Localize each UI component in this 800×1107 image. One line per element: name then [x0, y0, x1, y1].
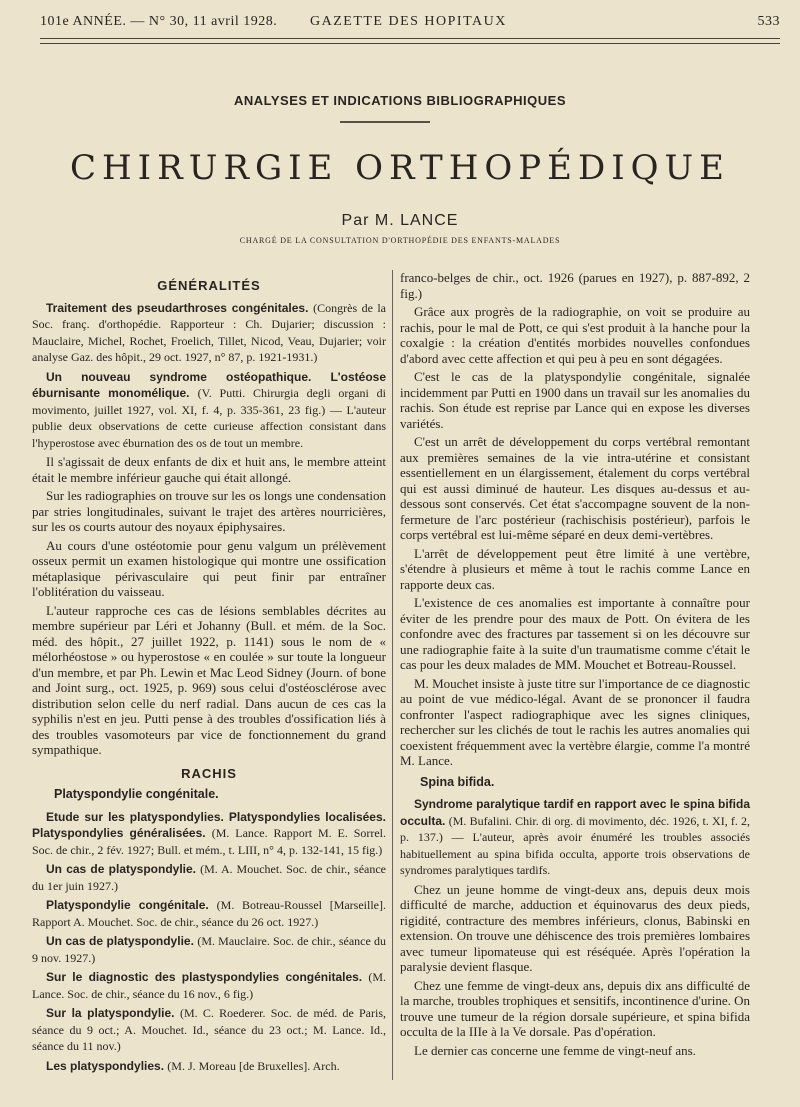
journal-name: GAZETTE DES HOPITAUX	[310, 14, 507, 29]
page-number: 533	[757, 14, 780, 29]
paragraph: Au cours d'une ostéotomie pour genu valgum un prélèvement osseux permit un examen histologique qui montre une ossification métaplasique périvasculaire qui peut finir par entraîner l'oblitération du vaisseau.	[32, 537, 386, 599]
page-title: CHIRURGIE ORTHOPÉDIQUE	[70, 148, 730, 188]
right-column	[400, 270, 750, 1061]
paragraph: M. Mouchet insiste à juste titre sur l'importance de ce diagnostic au point de vue médico-légal. Avant de se prononcer il faudra confronter l'aspect radiographique avec les signes cliniques, rechercher sur les clichés de tout le rachis les autres anomalies qui coexistent fréquemment avec la vertèbre élargie, comme l'a montré M. Lance.	[400, 675, 750, 768]
issue-info: 101e ANNÉE. — N° 30, 11 avril 1928.	[40, 14, 278, 29]
entry: Un cas de platyspondylie. (M. Mauclaire. Soc. de chir., séance du 9 nov. 1927.)	[32, 934, 387, 965]
continuation-text: franco-belges de chir., oct. 1926 (parues en 1927), p. 887-892, 2 fig.)	[400, 270, 750, 301]
paragraph: C'est un arrêt de développement du corps vertébral remontant aux premières semaines de la vie intra-utérine et consistant essentiellement en un élargissement, étalement du corps vertébral qui est aussi diminué de hauteur. Les disques au-dessus et au-dessous sont conservés. Cet état s'accompagne souvent de la non-fermeture de l'arc postérieur (rachischisis postérieur), parfois le corps vertébral est lui-même séparé en deux demi-vertèbres.	[400, 434, 750, 542]
entry: Platyspondylie congénitale. (M. Botreau-Roussel [Marseille]. Rapport A. Mouchet. Soc. de chir., séance du 26 oct. 1927.)	[32, 898, 386, 929]
left-column	[32, 270, 386, 1077]
entry: Un cas de platyspondylie. (M. A. Mouchet. Soc. de chir., séance du 1er juin 1927.)	[32, 862, 386, 893]
ornament-rule	[340, 121, 430, 123]
paragraph: L'auteur rapproche ces cas de lésions semblables décrites au membre supérieur par Léri et Johanny (Bull. et mém. de la Soc. méd. des hôpit., 27 juillet 1922, p. 1141) sous le nom de « mélorhéostose » ou hyperostose « en coulée » sur toute la longueur d'un membre, et par Ph. Lewin et Mac Leod Sidney (Journ. of bone and Joint surg., oct. 1925, p. 969) sous celui d'ostéosclérose avec distribution selon celle du nerf radial. Dans aucun de ces cas la syphilis n'est en jeu. Putti pense à des troubles d'ossification liés à des troubles vasomoteurs par vice de fonctionnement du grand sympathique.	[32, 602, 386, 757]
paragraph: Il s'agissait de deux enfants de dix et huit ans, le membre atteint était le membre inférieur gauche qui était allongé.	[32, 454, 386, 485]
paragraph: L'arrêt de développement peut être limité à une vertèbre, s'étendre à plusieurs et même à tout le rachis comme Lance en rapporte deux cas.	[400, 545, 750, 592]
paragraph: C'est le cas de la platyspondylie congénitale, signalée incidemment par Putti en 1900 dans un travail sur les anomalies du rachis. Son étude est reprise par Lance qui en expose les diverses variétés.	[400, 369, 750, 431]
heading-generalites: GÉNÉRALITÉS	[157, 278, 261, 293]
paragraph: L'existence de ces anomalies est importante à connaître pour éviter de les prendre pour des maux de Pott. On évitera de les confondre avec des fractures par tassement si on les découvre sur une radiographie faite à la suite d'un traumatisme comme c'était le cas pour les deux malades de MM. Mouchet et Botreau-Roussel.	[400, 595, 750, 672]
heading-rachis: RACHIS	[181, 765, 237, 781]
entry: Sur la platyspondylie. (M. C. Roederer. Soc. de méd. de Paris, séance du 9 oct.; A. Mouchet. Id., séance du 23 oct.; M. Lance. Id., séance du 11 nov.)	[32, 1006, 387, 1053]
subheading-spina-bifida: Spina bifida.	[420, 774, 495, 789]
author-affiliation: CHARGÉ DE LA CONSULTATION D'ORTHOPÉDIE DES ENFANTS-MALADES	[239, 236, 561, 245]
column-divider	[392, 270, 393, 1080]
paragraph: Chez un jeune homme de vingt-deux ans, depuis deux mois difficulté de marche, adduction et équinovarus des deux pieds, rigidité, contracture des membres inférieurs, clonus, Babinski en extension. On trouve une déhiscence des trois premières lombaires avec tumeur lipomateuse qui est réséquée. Après l'opération la paralysie devient flasque.	[400, 881, 750, 974]
masthead	[40, 14, 780, 36]
entry: Un nouveau syndrome ostéopathique. L'ostéose éburnisante monomélique. (V. Putti. Chirurgia degli organi di movimento, juillet 1927, vol. XI, f. 4, p. 335-361, 23 fig.) — L'auteur publie deux observations de cette curieuse affection consistant dans l'hyperostose avec éburnation des os de tout un membre.	[32, 369, 386, 450]
entry: Traitement des pseudarthroses congénitales. (Congrès de la Soc. franç. d'orthopédie. Rapporteur : Ch. Dujarier; discussion : Mauclaire, Michel, Rochet, Froelich, Tillet, Nicod, Veau, Dujarier; voir analyse Gaz. des hôpit., 29 oct. 1927, n° 87, p. 1921-1931.)	[32, 300, 386, 364]
paragraph: Sur les radiographies on trouve sur les os longs une condensation par stries longitudinales, suivant le trajet des artères nourricières, sur les os courts autour des noyaux épiphysaires.	[32, 488, 386, 534]
entry: Syndrome paralytique tardif en rapport avec le spina bifida occulta. (M. Bufalini. Chir. di org. di movimento, déc. 1926, t. XI, f. 2, p. 137.) — L'auteur, après avoir énuméré les troubles associés habituellement au spina bifida occulta, apporte trois observations de syndromes paralytiques tardifs.	[400, 797, 751, 877]
entry: Les platyspondylies. (M. J. Moreau [de Bruxelles]. Arch.	[46, 1058, 340, 1073]
masthead-rule-thin	[40, 43, 780, 44]
subheading-platyspondylie: Platyspondylie congénitale.	[54, 787, 219, 801]
entry: Sur le diagnostic des plastyspondylies congénitales. (M. Lance. Soc. de chir., séance du 16 nov., 6 fig.)	[32, 970, 387, 1001]
paragraph: Grâce aux progrès de la radiographie, on voit se produire au rachis, pour le mal de Pott, ce qui s'est produit à la hanche pour la coxalgie : la création d'entités morbides nouvelles confondues d'abord avec cette affection et qui peu à peu en sont dégagées.	[400, 304, 750, 366]
paragraph: Chez une femme de vingt-deux ans, depuis dix ans difficulté de la marche, troubles trophiques et sensitifs, incontinence d'urine. On trouve une tumeur de la région dorsale supérieure, et spina bifida occulta de la IIIe à la Ve dorsale. Pas d'opération.	[400, 977, 750, 1039]
masthead-rule	[40, 38, 780, 39]
author-byline: Par M. LANCE	[341, 212, 459, 229]
entry: Etude sur les platyspondylies. Platyspondylies localisées. Platyspondylies généralisées. (M. Lance. Rapport M. E. Sorrel. Soc. de chir., 2 fév. 1927; Bull. et mém., t. LIII, n° 4, p. 132-141, 15 fig.)	[32, 809, 387, 857]
paragraph: Le dernier cas concerne une femme de vingt-neuf ans.	[414, 1042, 696, 1058]
section-heading: ANALYSES ET INDICATIONS BIBLIOGRAPHIQUES	[233, 93, 567, 108]
